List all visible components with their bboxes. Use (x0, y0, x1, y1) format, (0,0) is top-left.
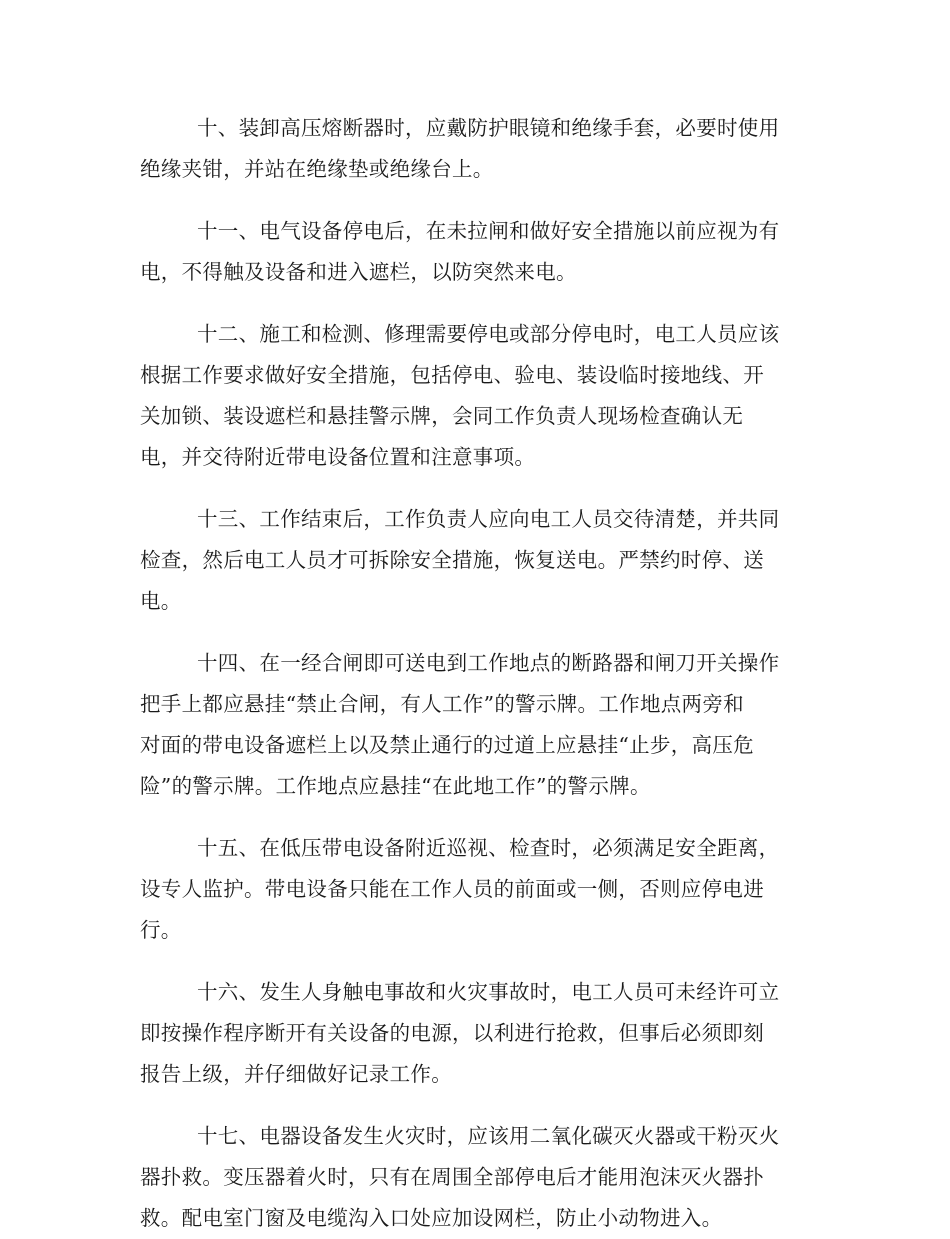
paragraph-line: 十二、施工和检测、修理需要停电或部分停电时，电工人员应该 (197, 322, 780, 346)
paragraph-12 (140, 314, 810, 478)
paragraph-line: 即按操作程序断开有关设备的电源，以利进行抢救，但事后必须即刻 (140, 1021, 764, 1045)
paragraph-line: 把手上都应悬挂“禁止合闸，有人工作”的警示牌。工作地点两旁和 (140, 692, 744, 716)
paragraph-line: 绝缘夹钳，并站在绝缘垫或绝缘台上。 (140, 157, 494, 181)
paragraph-line: 对面的带电设备遮栏上以及禁止通行的过道上应悬挂“止步，高压危 (140, 733, 754, 757)
paragraph-line: 十一、电气设备停电后，在未拉闸和做好安全措施以前应视为有 (197, 219, 780, 243)
paragraph-line: 险”的警示牌。工作地点应悬挂“在此地工作”的警示牌。 (140, 774, 651, 798)
paragraph-line: 十、装卸高压熔断器时，应戴防护眼镜和绝缘手套，必要时使用 (197, 116, 780, 140)
paragraph-line: 救。配电室门窗及电缆沟入口处应加设网栏，防止小动物进入。 (140, 1206, 723, 1230)
paragraph-line: 报告上级，并仔细做好记录工作。 (140, 1062, 452, 1086)
paragraph-line: 十五、在低压带电设备附近巡视、检查时，必须满足安全距离， (197, 836, 780, 860)
paragraph-16 (140, 972, 810, 1095)
paragraph-line: 电，并交待附近带电设备位置和注意事项。 (140, 445, 536, 469)
paragraph-13 (140, 499, 810, 622)
paragraph-line: 根据工作要求做好安全措施，包括停电、验电、装设临时接地线、开 (140, 363, 764, 387)
paragraph-line: 十六、发生人身触电事故和火灾事故时，电工人员可未经许可立 (197, 980, 780, 1004)
paragraph-line: 十三、工作结束后，工作负责人应向电工人员交待清楚，并共同 (197, 507, 780, 531)
paragraph-line: 行。 (140, 918, 182, 942)
paragraph-11 (140, 211, 810, 293)
document-body (140, 108, 810, 1239)
paragraph-10 (140, 108, 810, 190)
paragraph-line: 电。 (140, 589, 182, 613)
paragraph-line: 十四、在一经合闸即可送电到工作地点的断路器和闸刀开关操作 (197, 651, 780, 675)
paragraph-line: 关加锁、装设遮栏和悬挂警示牌，会同工作负责人现场检查确认无 (140, 404, 744, 428)
paragraph-15 (140, 828, 810, 951)
paragraph-line: 设专人监护。带电设备只能在工作人员的前面或一侧，否则应停电进 (140, 877, 764, 901)
paragraph-line: 检查，然后电工人员才可拆除安全措施，恢复送电。严禁约时停、送 (140, 548, 764, 572)
paragraph-17 (140, 1116, 810, 1239)
paragraph-line: 十七、电器设备发生火灾时，应该用二氧化碳灭火器或干粉灭火 (197, 1124, 780, 1148)
paragraph-line: 电，不得触及设备和进入遮栏，以防突然来电。 (140, 260, 577, 284)
paragraph-line: 器扑救。变压器着火时，只有在周围全部停电后才能用泡沫灭火器扑 (140, 1165, 764, 1189)
paragraph-14 (140, 643, 810, 807)
